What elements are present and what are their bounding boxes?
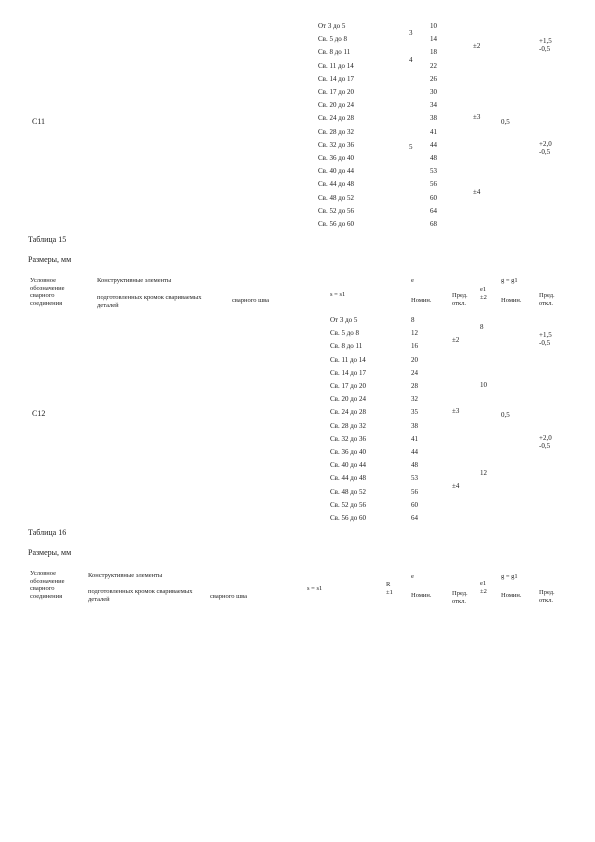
table16-caption: Таблица 16 (28, 528, 67, 537)
thickness-range-cell: От 3 до 5 (330, 316, 358, 324)
table15-header-s: s = s1 (330, 291, 346, 298)
table16-header-e-nominal: Номин. (411, 592, 432, 599)
table16-header-designation: Условное обозначение сварного соединения (30, 570, 65, 600)
e-value-cell: 44 (411, 448, 418, 457)
e-value-cell: 20 (411, 355, 418, 364)
e-value-cell: 28 (411, 382, 418, 391)
table15-header-g: g = g1 (501, 277, 518, 284)
table15-e1-value: 10 (480, 381, 487, 389)
e-value-cell: 14 (430, 35, 437, 44)
table15-header-prepared: подготовленных кромок свариваемых деталей (97, 294, 202, 309)
thickness-range-cell: Св. 32 до 36 (330, 434, 367, 443)
thickness-range-cell: Св. 11 до 14 (330, 355, 366, 364)
thickness-range-cell: Св. 24 до 28 (330, 408, 367, 417)
e-value-cell: 41 (411, 434, 418, 443)
table16-header-g-deviation: Пред. откл. (539, 589, 555, 604)
e-value-cell: 48 (430, 154, 437, 163)
table16-header-g: g = g1 (501, 573, 518, 580)
table16-header-prepared: подготовленных кромок свариваемых деталей (88, 588, 193, 603)
thickness-range-cell: Св. 14 до 17 (318, 74, 355, 83)
e-value-cell: 16 (411, 342, 418, 351)
thickness-range-cell: Св. 32 до 36 (318, 140, 355, 149)
thickness-range-cell: Св. 40 до 44 (318, 167, 355, 176)
e-value-cell: 35 (411, 408, 418, 417)
e-value-cell: 8 (411, 316, 415, 324)
e-value-cell: 34 (430, 101, 437, 110)
table15-header-e: e (411, 277, 414, 284)
table15-designation: С12 (32, 409, 46, 418)
table15-header-e1: e1 ±2 (480, 286, 487, 301)
table15-g-tolerance: +2,0 -0,5 (539, 434, 552, 450)
table16-header-s: s = s1 (307, 585, 323, 592)
block1-e-column (430, 20, 437, 231)
table15-g-value: 0,5 (501, 411, 510, 419)
block1-b-value: 5 (409, 143, 413, 151)
block1-b-value: 3 (409, 29, 413, 37)
table15-e-tolerance: ±3 (452, 407, 460, 415)
e-value-cell: 60 (411, 500, 418, 509)
table16-header-elements: Конструктивные элементы (88, 572, 163, 579)
e-value-cell: 68 (430, 220, 437, 229)
table15-caption: Таблица 15 (28, 235, 67, 244)
table15-g-tolerance: +1,5 -0,5 (539, 331, 552, 347)
table15-header-g-nominal: Номин. (501, 297, 522, 304)
table15-e-tolerance: ±2 (452, 336, 460, 344)
thickness-range-cell: Св. 36 до 40 (318, 154, 355, 163)
table16-header-e: e (411, 573, 414, 580)
table15-ranges-column (330, 314, 366, 525)
e-value-cell: 48 (411, 461, 418, 470)
e-value-cell: 26 (430, 74, 437, 83)
table15-header-e-nominal: Номин. (411, 297, 432, 304)
thickness-range-cell: Св. 24 до 28 (318, 114, 355, 123)
thickness-range-cell: Св. 17 до 20 (318, 88, 355, 97)
block1-e-tolerance: ±3 (473, 113, 481, 121)
thickness-range-cell: Св. 28 до 32 (330, 421, 367, 430)
e-value-cell: 56 (411, 487, 418, 496)
table16-header-e-deviation: Пред. откл. (452, 590, 468, 605)
e-value-cell: 64 (411, 514, 418, 523)
thickness-range-cell: Св. 48 до 52 (318, 193, 355, 202)
block1-designation: С11 (32, 117, 46, 126)
table15-header-designation: Условное обозначение сварного соединения (30, 277, 65, 307)
e-value-cell: 30 (430, 88, 437, 97)
e-value-cell: 12 (411, 329, 418, 338)
block1-g-tolerance: +2,0 -0,5 (539, 140, 552, 156)
thickness-range-cell: Св. 40 до 44 (330, 461, 367, 470)
e-value-cell: 32 (411, 395, 418, 404)
table16-header-r: R ±1 (386, 581, 393, 596)
table15-e1-value: 12 (480, 469, 487, 477)
thickness-range-cell: Св. 11 до 14 (318, 61, 354, 70)
e-value-cell: 41 (430, 127, 437, 136)
e-value-cell: 10 (430, 22, 437, 30)
table15-header-g-deviation: Пред. откл. (539, 292, 555, 307)
table16-header-g-nominal: Номин. (501, 592, 522, 599)
thickness-range-cell: Св. 28 до 32 (318, 127, 355, 136)
e-value-cell: 56 (430, 180, 437, 189)
table16-header-e1: e1 ±2 (480, 580, 487, 595)
thickness-range-cell: Св. 56 до 60 (330, 514, 367, 523)
table16-units: Размеры, мм (28, 548, 72, 557)
e-value-cell: 38 (411, 421, 418, 430)
thickness-range-cell: Св. 52 до 56 (330, 500, 367, 509)
e-value-cell: 22 (430, 61, 437, 70)
thickness-range-cell: Св. 36 до 40 (330, 448, 367, 457)
block1-g-value: 0,5 (501, 118, 510, 126)
thickness-range-cell: Св. 5 до 8 (318, 35, 348, 44)
table16-header-weld: сварного шва (210, 593, 247, 600)
thickness-range-cell: Св. 8 до 11 (330, 342, 363, 351)
thickness-range-cell: Св. 20 до 24 (330, 395, 367, 404)
e-value-cell: 53 (411, 474, 418, 483)
block1-e-tolerance: ±4 (473, 188, 481, 196)
e-value-cell: 53 (430, 167, 437, 176)
table15-units: Размеры, мм (28, 255, 72, 264)
table15-e-tolerance: ±4 (452, 482, 460, 490)
e-value-cell: 60 (430, 193, 437, 202)
thickness-range-cell: От 3 до 5 (318, 22, 346, 30)
thickness-range-cell: Св. 8 до 11 (318, 48, 351, 57)
table15-header-elements: Конструктивные элементы (97, 277, 172, 284)
thickness-range-cell: Св. 17 до 20 (330, 382, 367, 391)
table15-header-weld: сварного шва (232, 297, 269, 304)
table15-header-e-deviation: Пред. откл. (452, 292, 468, 307)
e-value-cell: 24 (411, 368, 418, 377)
block1-b-value: 4 (409, 56, 413, 64)
thickness-range-cell: Св. 48 до 52 (330, 487, 367, 496)
e-value-cell: 64 (430, 206, 437, 215)
thickness-range-cell: Св. 52 до 56 (318, 206, 355, 215)
block1-g-tolerance: +1,5 -0,5 (539, 37, 552, 53)
thickness-range-cell: Св. 44 до 48 (318, 180, 355, 189)
thickness-range-cell: Св. 5 до 8 (330, 329, 360, 338)
e-value-cell: 18 (430, 48, 437, 57)
thickness-range-cell: Св. 14 до 17 (330, 368, 367, 377)
thickness-range-cell: Св. 56 до 60 (318, 220, 355, 229)
block1-ranges-column (318, 20, 354, 231)
table15-e-column (411, 314, 418, 525)
e-value-cell: 38 (430, 114, 437, 123)
block1-e-tolerance: ±2 (473, 42, 481, 50)
thickness-range-cell: Св. 44 до 48 (330, 474, 367, 483)
e-value-cell: 44 (430, 140, 437, 149)
table15-e1-value: 8 (480, 323, 484, 331)
thickness-range-cell: Св. 20 до 24 (318, 101, 355, 110)
